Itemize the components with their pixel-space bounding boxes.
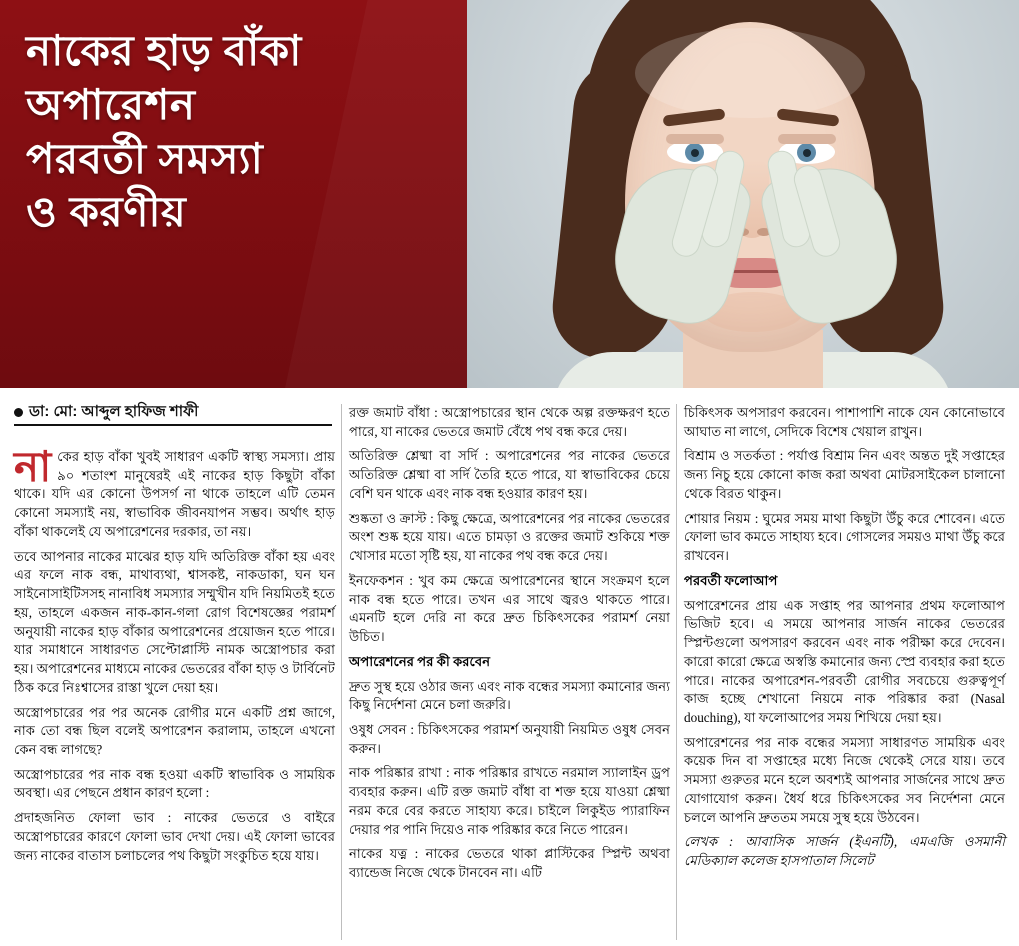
iris-left [685, 143, 704, 162]
forehead-highlight [635, 28, 865, 118]
paragraph: শোয়ার নিয়ম : ঘুমের সময় মাথা কিছুটা উঁচু করে শোবেন। এতে ফোলা ভাব কমতে সাহায্য হবে। গোসলের সময়ও মাথা উঁচু করে রাখবেন। [684, 510, 1005, 564]
iris-right [797, 143, 816, 162]
article-columns [14, 404, 1006, 940]
paragraph: শুষ্কতা ও ক্রাস্ট : কিছু ক্ষেত্রে, অপারেশনের পর নাকের ভেতরের অংশ শুষ্ক হয়ে যায়। এতে চামড়া ও রক্তের জমাট শুকিয়ে শক্ত খোসার মতো সৃষ্টি হয়, যা নাকের পথ বন্ধ করে দেয়। [349, 510, 670, 564]
eyelid-right [778, 134, 836, 144]
hero-banner [0, 0, 1019, 388]
paragraph: চিকিৎসক অপসারণ করবেন। পাশাপাশি নাকে যেন কোনোভাবে আঘাত না লাগে, সেদিকে বিশেষ খেয়াল রাখুন। [684, 405, 1005, 439]
paragraph: প্রদাহজনিত ফোলা ভাব : নাকের ভেতরে ও বাইরে অস্ত্রোপচারের কারণে ফোলা ভাব দেখা দেয়। এই ফোলা ভাবের জন্য নাকের বাতাস চলাচলের পথ কিছুটা সংকুচিত হয়ে যায়। [14, 810, 335, 863]
eyelid-left [666, 134, 724, 144]
paragraph: তবে আপনার নাকের মাঝের হাড় যদি অতিরিক্ত বাঁকা হয় এবং এর ফলে নাক বন্ধ, মাথাব্যথা, শ্বাসকষ্ট, নাকডাকা, ঘন ঘন সাইনোসাইটিসসহ নানাবিধ সমস্যার সম্মুখীন যদি নিয়মিতই হতে হয়, তাহলে একজন নাক-কান-গলা রোগ বিশেষজ্ঞের পরামর্শ অনুযায়ী নাকের হাড় বাঁকার অপারেশনের প্রয়োজন হতে পারে। যার সমাধানে সাধারণত সেপ্টোপ্লাস্টি নামক অস্ত্রোপচার করা হয়। অপারেশনের মাধ্যমে নাকের ভেতরের বাঁকা হাড় ও টার্বিনেট ঠিক করে নিঃশ্বাসের রাস্তা খুলে দেয়া হয়। [14, 548, 335, 695]
paragraph: অপারেশনের প্রায় এক সপ্তাহ পর আপনার প্রথম ফলোআপ ভিজিট হবে। এ সময়ে আপনার সার্জন নাকের ভেতরের স্প্লিন্টগুলো অপসারণ করবেন এবং নাক পরীক্ষা করে দেবেন। কারো কারো ক্ষেত্রে অস্বস্তি কমানোর জন্য স্প্রে ব্যবহার করা হতে পারে। নাকের অপারেশন-পরবর্তী রোগীর সবচেয়ে গুরুত্বপূর্ণ কাজ হচ্ছে শেখানো নিয়মে নাক পরিষ্কার করা (Nasal douching), যা ফলোআপের সময় শিখিয়ে দেয়া হয়। [684, 597, 1005, 726]
paragraph: অস্ত্রোপচারের পর নাক বন্ধ হওয়া একটি স্বাভাবিক ও সাময়িক অবস্থা। এর পেছনে প্রধান কারণ হলো : [14, 766, 335, 801]
paragraph: নাকের যত্ন : নাকের ভেতরে থাকা প্লাস্টিকের স্প্লিন্ট অথবা ব্যান্ডেজ নিজে থেকে টানবেন না। এটি [349, 846, 670, 881]
subheading: অপারেশনের পর কী করবেন [349, 653, 491, 669]
paragraph: অতিরিক্ত শ্লেষ্মা বা সর্দি : অপারেশনের পর নাকের ভেতরে অতিরিক্ত শ্লেষ্মা বা সর্দি তৈরি হতে পারে, যা স্বাভাবিকের চেয়ে বেশি ঘন থাকে এবং নাক বন্ধ হওয়ার কারণ হয়। [349, 448, 670, 501]
paragraph: ওষুধ সেবন : চিকিৎসকের পরামর্শ অনুযায়ী নিয়মিত ওষুধ সেবন করুন। [349, 722, 670, 756]
column-2 [349, 404, 670, 940]
author-name: ডা: মো: আব্দুল হাফিজ শাফী [29, 403, 199, 420]
paragraph: অস্ত্রোপচারের পর পর অনেক রোগীর মনে একটি প্রশ্ন জাগে, নাক তো বন্ধ ছিল বলেই অপারেশন করালাম, তাহলে এখনো কেন বন্ধ লাগছে? [14, 704, 335, 758]
headline-line-4: ও করণীয় [26, 188, 187, 236]
photo-canvas [467, 0, 1019, 388]
drop-cap: না [14, 443, 52, 490]
paragraph [14, 443, 335, 542]
paragraph: রক্ত জমাট বাঁধা : অস্ত্রোপচারের স্থান থেকে অল্প রক্তক্ষরণ হতে পারে, যা নাকের ভেতরে জমাট বেঁধে পথ বন্ধ করে দেয়। [349, 405, 670, 439]
subheading: পরবর্তী ফলোআপ [684, 572, 778, 588]
headline-line-1: নাকের হাড় বাঁকা [26, 27, 302, 74]
headline [26, 24, 446, 239]
author-credit: লেখক : আবাসিক সার্জন (ইএনটি), এমএজি ওসমানী মেডিক্যাল কলেজ হাসপাতাল সিলেট [684, 834, 1005, 869]
headline-panel [0, 0, 467, 388]
paragraph-text: কের হাড় বাঁকা খুবই সাধারণ একটি স্বাস্থ্য সমস্যা। প্রায় ৯০ শতাংশ মানুষেরই এই নাকের হাড় কিছুটা বাঁকা থাকে। যদি এর কোনো উপসর্গ না থাকে তাহলে এটি তেমন কোনো সমস্যাই নয়, স্বাভাবিক জীবনযাপন সম্ভব। অর্থাৎ হাড় বাঁকা থাকলেই যে অপারেশনের দরকার, তা নয়। [14, 449, 335, 539]
paragraph: বিশ্রাম ও সতর্কতা : পর্যাপ্ত বিশ্রাম নিন এবং অন্তত দুই সপ্তাহের জন্য নিচু হয়ে কোনো কাজ করা অথবা মোটরসাইকেল চালানো থেকে বিরত থাকুন। [684, 448, 1005, 501]
paragraph: নাক পরিষ্কার রাখা : নাক পরিষ্কার রাখতে নরমাল স্যালাইন ড্রপ ব্যবহার করুন। এটি রক্ত জমাট বাঁধা বা শক্ত হয়ে যাওয়া শ্লেষ্মা নরম করে বের করতে সাহায্য করে। চাইলে লিকুইড প্যারাফিন দেয়ার পর পানি দিয়েও নাক পরিষ্কার করে নিতে পারেন। [349, 765, 670, 837]
article-photo [467, 0, 1019, 388]
paragraph: দ্রুত সুস্থ হয়ে ওঠার জন্য এবং নাক বন্ধের সমস্যা কমানোর জন্য কিছু নির্দেশনা মেনে চলা জরুরি। [349, 678, 670, 713]
column-1 [14, 404, 335, 940]
headline-line-2: অপারেশন [26, 80, 196, 128]
paragraph: অপারেশনের পর নাক বন্ধের সমস্যা সাধারণত সাময়িক এবং কয়েক দিন বা সপ্তাহের মধ্যে নিজে থেকেই সেরে যায়। তবে সমস্যা গুরুতর মনে হলে অবশ্যই আপনার সার্জনের সাথে দ্রুত যোগাযোগ করুন। ধৈর্য ধরে চিকিৎসকের সব নির্দেশনা মেনে চললে আপনি দ্রুততম সময়ে সুস্থ হয়ে উঠবেন। [684, 734, 1005, 825]
column-3 [684, 404, 1005, 940]
headline-line-3: পরবর্তী সমস্যা [26, 134, 264, 182]
paragraph: ইনফেকশন : খুব কম ক্ষেত্রে অপারেশনের স্থানে সংক্রমণ হলে নাক বন্ধ হতে পারে। তখন এর সাথে জ্বরও থাকতে পারে। এমনটি হলে দেরি না করে দ্রুত চিকিৎসকের পরামর্শ নেয়া উচিত। [349, 572, 670, 645]
